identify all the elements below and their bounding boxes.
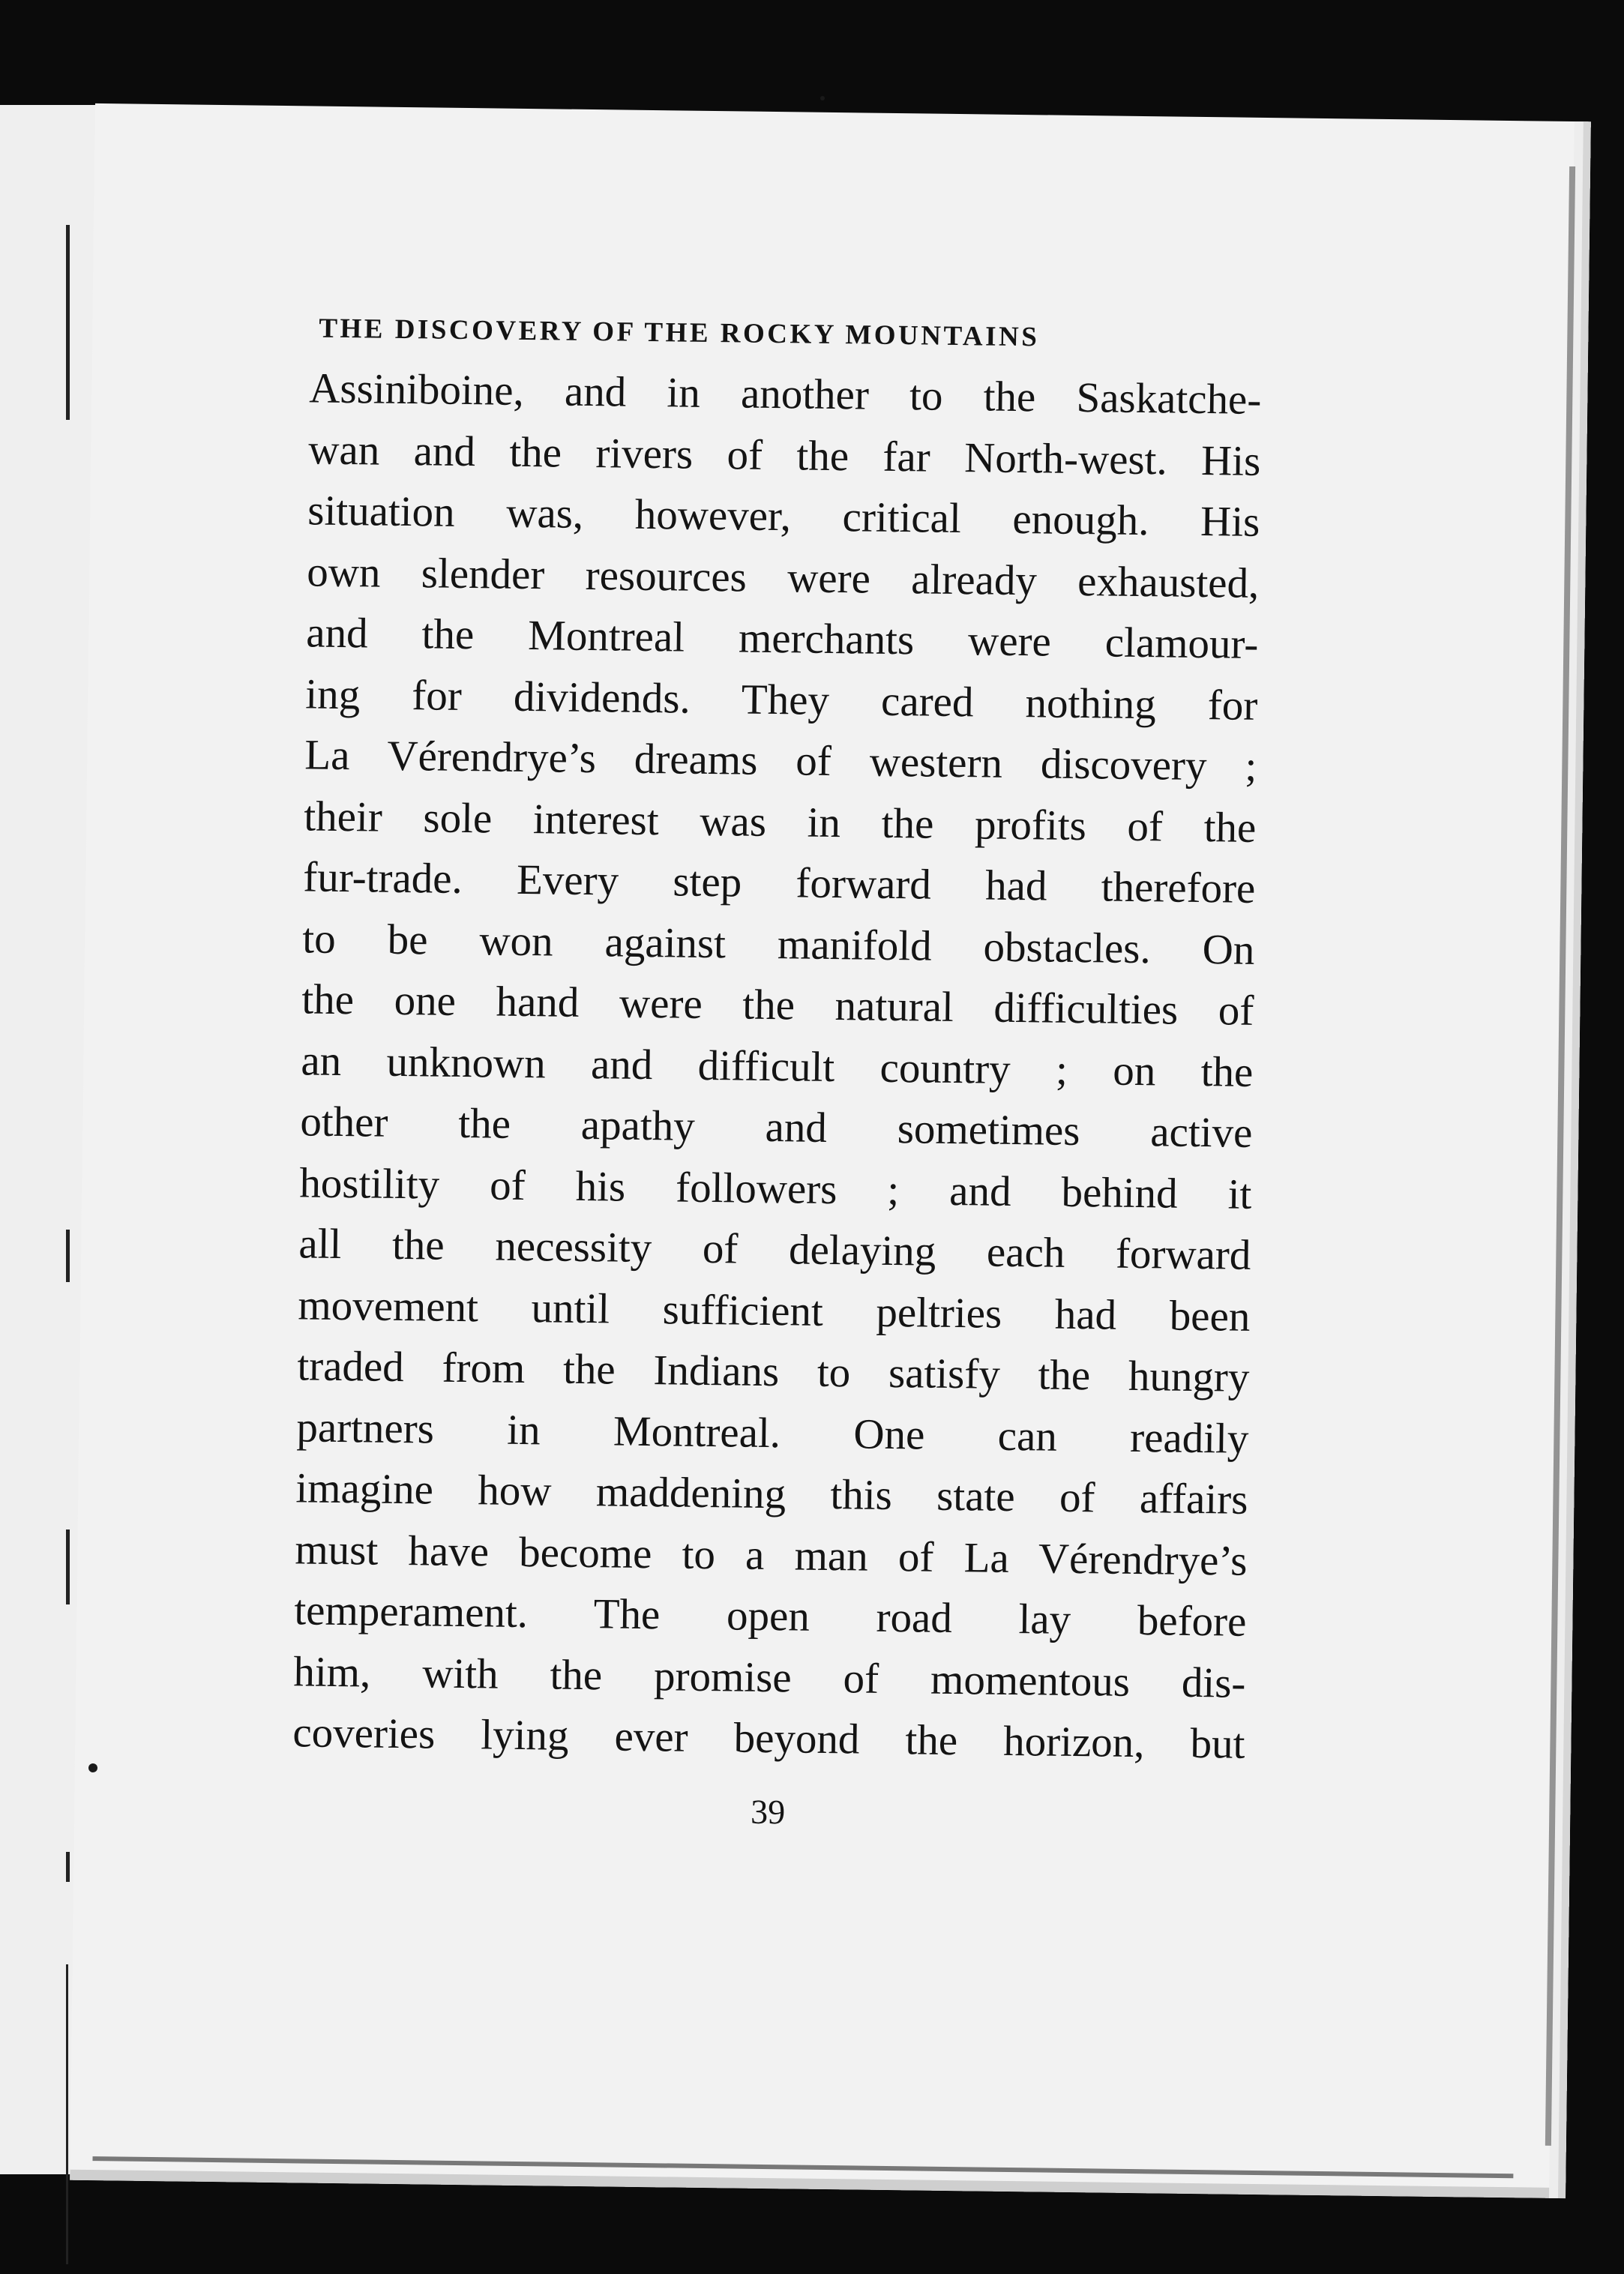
page-edge-mark [66,1529,70,1604]
scan-speck [820,96,825,100]
text-line: partners in Montreal. One can readily [296,1403,1249,1463]
text-line: Assiniboine, and in another to the Saskatche- [308,364,1262,424]
text-line: ing for dividends. They cared nothing for [305,670,1258,730]
text-line: and the Montreal merchants were clamour- [306,609,1259,668]
text-line: traded from the Indians to satisfy the hungry [297,1342,1250,1401]
body-text [292,358,1262,1775]
text-line: coveries lying ever beyond the horizon, but [292,1709,1245,1768]
page-edge-mark [66,225,70,420]
page-number: 39 [750,1792,786,1831]
text-line: fur-trade. Every step forward had therefore [303,853,1256,912]
running-head: THE DISCOVERY OF THE ROCKY MOUNTAINS [319,313,1040,353]
page-text-block [292,312,1263,1837]
text-line: La Vérendrye’s dreams of western discovery ; [304,731,1257,790]
text-line: their sole interest was in the profits of the [304,792,1257,852]
book-page [70,103,1591,2198]
text-line: imagine how maddening this state of affairs [295,1464,1248,1523]
text-line: temperament. The open road lay before [294,1586,1247,1646]
text-line: an unknown and difficult country ; on the [301,1036,1254,1096]
text-line: own slender resources were already exhausted, [307,547,1260,607]
page-edge-mark [66,1230,70,1282]
text-line: all the necessity of delaying each forward [298,1220,1251,1279]
page-edge-mark [66,1852,70,1882]
text-line: must have become to a man of La Vérendrye’s [295,1525,1248,1585]
scan-speck [88,1763,97,1772]
text-line: wan and the rivers of the far North-west. His [307,425,1261,485]
page-bottom-edge [92,2156,1513,2178]
page-right-edge [1545,166,1575,2146]
text-line: the one hand were the natural difficulties of [301,975,1254,1035]
text-line: to be won against manifold obstacles. On [302,914,1255,974]
text-line: other the apathy and sometimes active [300,1098,1253,1157]
text-line: him, with the promise of momentous dis- [293,1647,1246,1707]
text-line: movement until sufficient peltries had been [298,1281,1251,1341]
text-line: hostility of his followers ; and behind it [299,1158,1252,1218]
text-line: situation was, however, critical enough. His [307,487,1260,546]
page-edge-mark [66,1964,68,2264]
